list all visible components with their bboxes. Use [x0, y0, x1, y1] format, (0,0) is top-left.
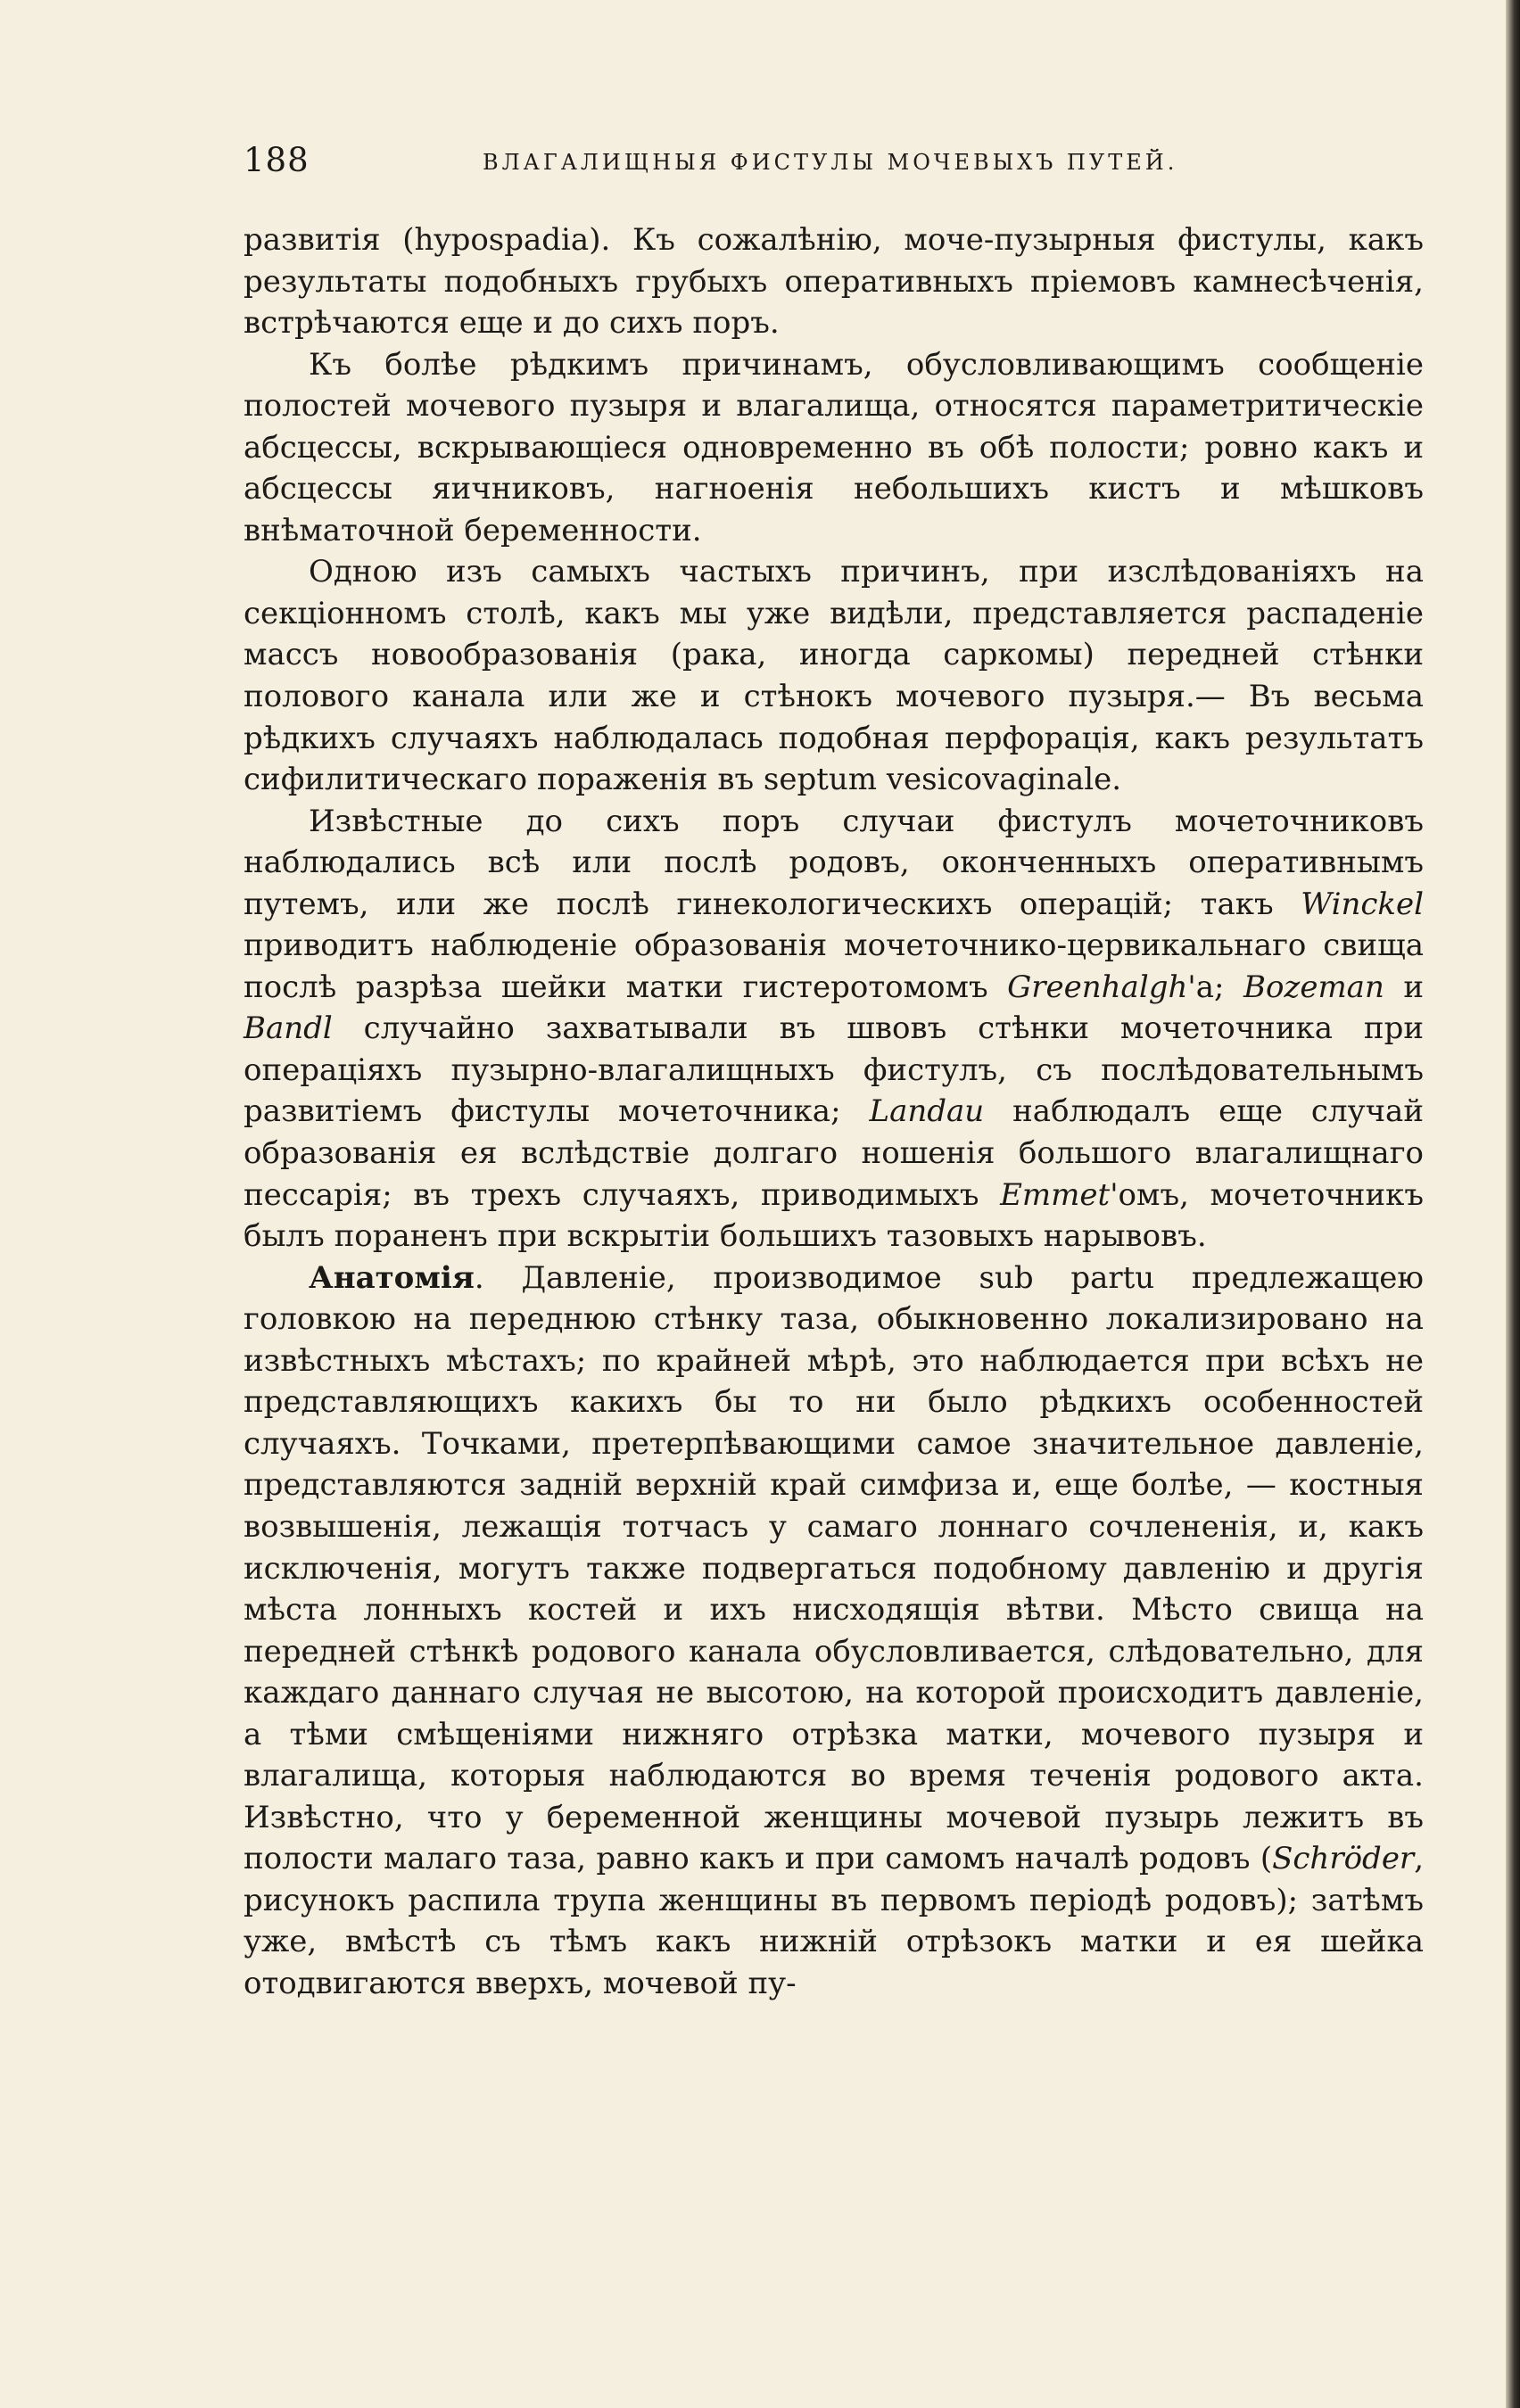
text-run: и — [1384, 969, 1425, 1005]
text-run: , рисунокъ распила трупа женщины въ первомъ періодѣ родовъ); затѣмъ уже, вмѣстѣ съ тѣмъ какъ нижній отрѣзокъ матки и ея шейка отодвигаются вверхъ, мочевой пу- — [244, 1841, 1424, 2001]
running-header — [244, 141, 1421, 186]
page-edge-shadow — [1506, 0, 1520, 2408]
body-text — [244, 219, 1424, 2005]
text-run: . Давленіе, производимое sub partu предлежащею головкою на переднюю стѣнку таза, обыкновенно локализировано на извѣстныхъ мѣстахъ; по крайней мѣрѣ, это наблюдается при всѣхъ не представляющихъ какихъ бы то ни было рѣдкихъ особенностей случаяхъ. Точками, претерпѣвающими самое значительное давленіе, представляются задній верхній край симфиза и, еще болѣе, — костныя возвышенія, лежащія тотчасъ у самаго лоннаго сочлененія, и, какъ исключенія, могутъ также подвергаться подобному давленію и другія мѣста лонныхъ костей и ихъ нисходящія вѣтви. Мѣсто свища на передней стѣнкѣ родового канала обусловливается, слѣдовательно, для каждаго даннаго случая не высотою, на которой происходитъ давленіе, а тѣми смѣщеніями нижняго отрѣзка матки, мочевого пузыря и влагалища, которыя наблюдаются во время теченія родового акта. Извѣстно, что у беременной женщины мочевой пузырь лежитъ въ полости малаго таза, равно какъ и при самомъ началѣ родовъ ( — [244, 1259, 1424, 1877]
author-name-emmet: Emmet — [1000, 1176, 1111, 1213]
paragraph-neoplasm-causes: Одною изъ самыхъ частыхъ причинъ, при изслѣдованіяхъ на секціонномъ столѣ, какъ мы уже видѣли, представляется распаденіе массъ новообразованія (рака, иногда саркомы) передней стѣнки полового канала или же и стѣнокъ мочевого пузыря.— Въ весьма рѣдкихъ случаяхъ наблюдалась подобная перфорація, какъ результатъ сифилитическаго пораженія въ septum vesicovaginale. — [244, 554, 1424, 798]
author-name-schroder: Schröder — [1272, 1841, 1415, 1877]
paragraph-rare-causes: Къ болѣе рѣдкимъ причинамъ, обусловливающимъ сообщеніе полостей мочевого пузыря и влагалища, относятся параметритическіе абсцессы, вскрывающіеся одновременно въ обѣ полости; ровно какъ и абсцессы яичниковъ, нагноенія небольшихъ кистъ и мѣшковъ внѣматочной беременности. — [244, 346, 1424, 548]
author-name-winckel: Winckel — [1301, 886, 1424, 922]
running-title: ВЛАГАЛИЩНЫЯ ФИСТУЛЫ МОЧЕВЫХЪ ПУТЕЙ. — [483, 150, 1178, 175]
paragraph-ureteral-fistulas — [244, 801, 1424, 1258]
text-run: 'омъ, мочеточникъ былъ пораненъ при вскрытіи большихъ тазовыхъ нарывовъ. — [244, 1176, 1424, 1255]
text-run: Извѣстные до сихъ поръ случаи фистулъ мочеточниковъ наблюдались всѣ или послѣ родовъ, оконченныхъ оперативнымъ путемъ, или же послѣ гинекологическихъ операцій; такъ — [244, 803, 1424, 922]
author-name-landau: Landau — [869, 1093, 985, 1130]
text-run: приводитъ наблюденіе образованія мочеточнико-цервикальнаго свища послѣ разрѣза шейки матки гистеротомомъ — [244, 928, 1424, 1005]
paragraph-anatomy — [244, 1258, 1424, 2005]
author-name-bozeman: Bozeman — [1243, 969, 1384, 1005]
author-name-greenhalgh: Greenhalgh — [1007, 969, 1188, 1005]
section-heading-anatomy: Анатомія — [309, 1259, 475, 1296]
author-name-bandl: Bandl — [244, 1010, 333, 1047]
text-run: случайно захватывали въ швовъ стѣнки мочеточника при операціяхъ пузырно-влагалищныхъ фистулъ, съ послѣдовательнымъ развитіемъ фистулы мочеточника; — [244, 1010, 1424, 1130]
text-run: наблюдалъ еще случай образованія ея вслѣдствіе долгаго ношенія большого влагалищнаго пессарія; въ трехъ случаяхъ, приводимыхъ — [244, 1093, 1424, 1213]
paragraph-hypospadia: развитія (hypospadia). Къ сожалѣнію, моче-пузырныя фистулы, какъ результаты подобныхъ грубыхъ оперативныхъ пріемовъ камнесѣченія, встрѣчаются еще и до сихъ поръ. — [244, 222, 1424, 342]
page-number: 188 — [244, 141, 310, 179]
text-run: 'а; — [1187, 969, 1243, 1005]
